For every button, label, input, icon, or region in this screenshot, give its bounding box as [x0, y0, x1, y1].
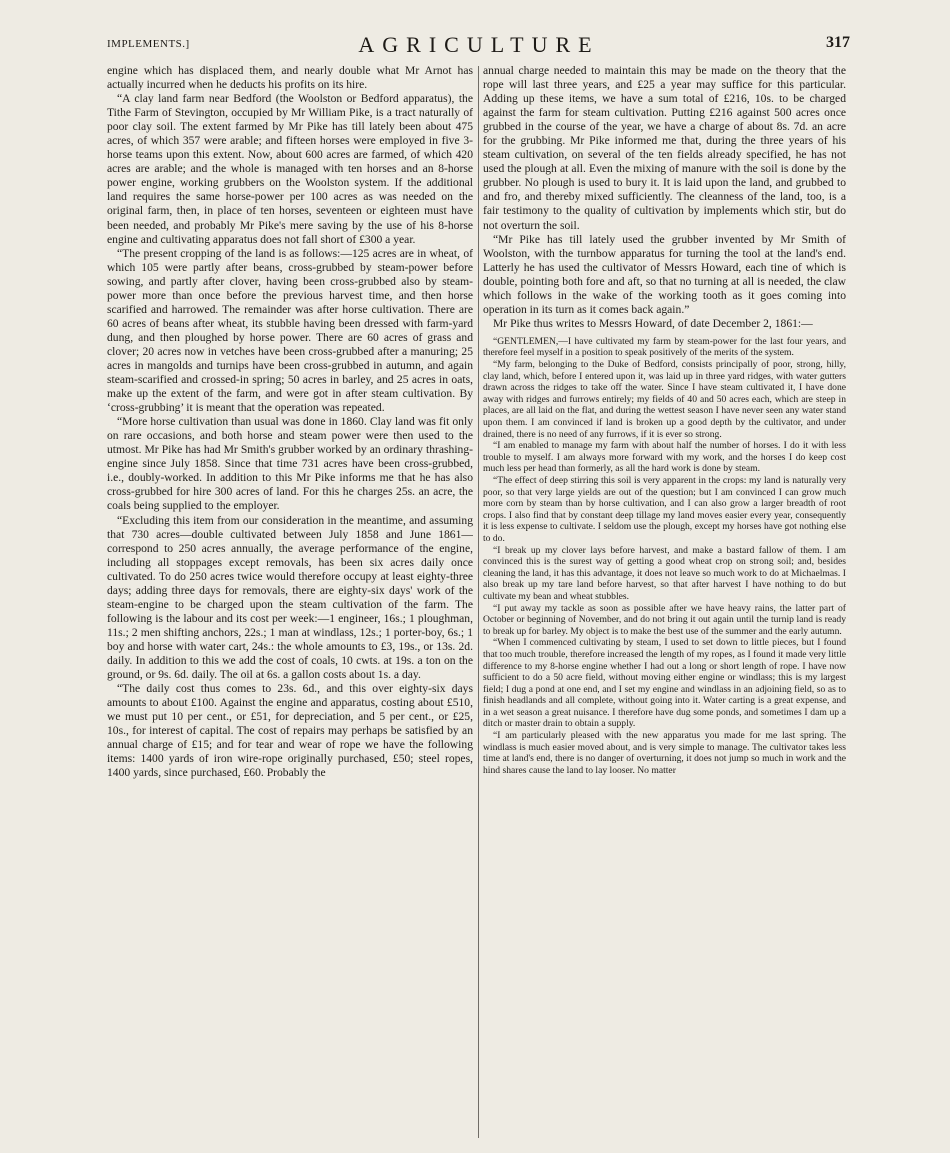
page-title: AGRICULTURE [358, 32, 600, 57]
letter-paragraph: “I break up my clover lays before harvest, and make a bastard fallow of them. I am convinced this is the surest way of getting a good wheat crop on strong soil; and, besides cleaning the land, it has this advantage, it does not leave so much work to do at Michaelmas. I also break up my tare land before harvest, so that after harvest I have nothing to do but cultivate my bean and wheat stubbles. [483, 544, 846, 602]
paragraph: “The present cropping of the land is as follows:—125 acres are in wheat, of which 105 were partly after beans, cross-grubbed by steam-power before sowing, and partly after clover, having been cross-grubbed also by steam-power more than once before the previous harvest time, and then horse scarified and harrowed. The remainder was after horse cultivation. There are 60 acres of beans after wheat, its stubble having been dressed with farm-yard dung, and then ploughed by horse power. There are 60 acres of grass and clover; 20 acres now in vetches have been cross-grubbed after a manuring; 25 acres in mangolds and turnips have been cross-grubbed in autumn, and again steam-scarified and crossed-in spring; 50 acres in barley, and 25 acres in oats, make up the extent of the farm, and were got in after steam cultivation. By ‘cross-grubbing’ it is meant that the operation was repeated. [107, 246, 473, 415]
letter-paragraph: “I am particularly pleased with the new apparatus you made for me last spring. The windlass is much easier moved about, and is very simple to manage. The cultivator takes less time at land's end, there is no danger of overturning, it does not jump so much in work and the hind shares cause the land to lay looser. No matter [483, 730, 846, 776]
letter-paragraph: “When I commenced cultivating by steam, I used to set down to little pieces, but I found that too much trouble, therefore increased the length of my ropes, as I found it made very little difference to my 8-horse engine whether I had out a long or short length of rope. I have now sufficient to do a 50 acre field, without moving either engine or windlass; this is my largest field; I dug a pond at one end, and I set my engine and windlass in an adjoining field, so as to finish headlands and all complete, without going into it. Water carting is a great expense, and in a wet season a great nuisance. I therefore have dug some ponds, and sometimes I dam up a ditch or master drain to obtain a supply. [483, 637, 846, 730]
right-column [483, 64, 846, 1139]
paragraph: “The daily cost thus comes to 23s. 6d., and this over eighty-six days amounts to about £100. Against the engine and apparatus, costing about £510, we must put 10 per cent., or £51, for depreciation, and 5 per cent., or £25, 10s., for interest of capital. The cost of repairs may perhaps be satisfied by an annual charge of £15; and for tear and wear of rope we have the following items: 1400 yards of iron wire-rope originally purchased, £50; steel ropes, 1400 yards, since purchased, £60. Probably the [107, 682, 473, 780]
left-column [107, 64, 473, 1139]
paragraph: engine which has displaced them, and nearly double what Mr Arnot has actually incurred when he deducts his profits on its hire. [107, 64, 473, 92]
letter-paragraph: “The effect of deep stirring this soil is very apparent in the crops: my land is naturally very poor, so that very large yields are out of the question; but I am convinced I can grow much more corn by steam than by horse cultivation, and I can also grow a larger breadth of root crops. I also find that by constant deep tillage my land moves easier every year, consequently it is less expense to cultivate. I seldom use the plough, except my horses have got nothing else to do. [483, 475, 846, 544]
letter-paragraph: “GENTLEMEN,—I have cultivated my farm by steam-power for the last four years, and therefore feel myself in a position to speak positively of the merits of the system. [483, 335, 846, 359]
paragraph: “More horse cultivation than usual was done in 1860. Clay land was fit only on rare occasions, and both horse and steam power were then used to the utmost. Mr Pike has had Mr Smith's grubber worked by an ordinary thrashing-engine since July 1858. Since that time 731 acres have been cross-grubbed, i.e., doubly-worked. In addition to this Mr Pike informs me that he has also cross-grubbed for hire 300 acres of land. For this he charges 25s. an acre, the coals being supplied to the employer. [107, 415, 473, 513]
section-label: IMPLEMENTS.] [107, 38, 190, 50]
paragraph: “Mr Pike has till lately used the grubber invented by Mr Smith of Woolston, with the turnbow apparatus for turning the tool at the land's end. Latterly he has used the cultivator of Messrs Howard, each tine of which is double, pointing both fore and aft, so that no turning at all is needed, the claw which follows in the wake of the working tooth as it goes coming into operation in its turn as it comes back again.” [483, 232, 846, 316]
paragraph: Mr Pike thus writes to Messrs Howard, of date December 2, 1861:— [493, 316, 813, 330]
letter-paragraph: “My farm, belonging to the Duke of Bedford, consists principally of poor, strong, hilly, clay land, which, before I entered upon it, was laid up in three yard ridges, with water gutters drawn across the ridges to take off the water. Since I have steam cultivated it, I have done away with ridges and furrows entirely; my fields of 40 and 50 acres each, which are steep in places, are all laid on the flat, and during the wettest season I have never seen any water stand upon them. I am convinced if land is broken up a good depth by the cultivator, and under drained, there is no need of any furrows, if it is ever so strong. [483, 359, 846, 440]
paragraph: annual charge needed to maintain this may be made on the theory that the rope will last three years, and £25 a year may suffice for this particular. Adding up these items, we have a sum total of £216, 10s. to be charged against the farm for steam cultivation. Putting £216 against 500 acres once grubbed in the course of the year, we have a charge of about 8s. 7d. an acre for the grubbing. Mr Pike informed me that, during the three years of his steam cultivation, on several of the ten fields already specified, he has not used the plough at all. Even the mixing of manure with the soil is done by the grubber. No plough is used to bury it. It is laid upon the land, and grubbed to and fro, and thereby mixed sufficiently. The cleanness of the land, too, is a fair testimony to the quality of cultivation by implements which stir, but do not overturn the soil. [483, 64, 846, 232]
paragraph: “Excluding this item from our consideration in the meantime, and assuming that 730 acres—double cultivated between July 1858 and June 1861—correspond to 250 acres annually, the average performance of the engine, including all stoppages except removals, has been six acres daily once cultivated. To do 250 acres twice would therefore occupy at least eighty-three days; adding three days for removals, there are eighty-six days' work of the steam-engine to be charged upon the steam cultivation of the farm. The following is the labour and its cost per week:—1 engineer, 16s.; 1 ploughman, 11s.; 2 men shifting anchors, 22s.; 1 man at windlass, 12s.; 1 porter-boy, 6s.; 1 boy and horse with water cart, 24s.: the whole amounts to £3, 19s., or 13s. 2d. daily. In addition to this we add the cost of coals, 10 cwts. at 19s. a ton on the ground, or 9s. 6d. daily. The oil at 6s. a gallon costs about 1s. a day. [107, 513, 473, 682]
letter-paragraph: “I put away my tackle as soon as possible after we have heavy rains, the latter part of October or beginning of November, and do not bring it out again until the turnip land is ready to break up for barley. My object is to make the best use of the summer and the early autumn. [483, 602, 846, 637]
column-divider [478, 66, 479, 1138]
page-number: 317 [826, 34, 850, 51]
letter-paragraph: “I am enabled to manage my farm with about half the number of horses. I do it with less trouble to myself. I am always more forward with my work, and the horses I do keep cost much less per head than formerly, as all the hard work is done by steam. [483, 440, 846, 475]
paragraph: “A clay land farm near Bedford (the Woolston or Bedford apparatus), the Tithe Farm of Stevington, occupied by Mr William Pike, is a tract naturally of poor clay soil. The extent farmed by Mr Pike has till lately been about 475 acres, of which 357 were arable; and fifteen horses were employed in five 3-horse teams upon this extent. Now, about 600 acres are farmed, of which 420 acres are arable; and the whole is managed with ten horses and an 8-horse power engine, working grubbers on the Woolston system. If the additional land requires the same horse-power per 100 acres as was needed on the original farm, then, in place of ten horses, seventeen or eighteen must have been needed, and probably Mr Pike's mere saving by the use of his 8-horse engine and cultivating apparatus does not fall short of £300 a year. [107, 92, 473, 246]
letter-quotation [483, 336, 846, 777]
running-header [0, 34, 950, 56]
